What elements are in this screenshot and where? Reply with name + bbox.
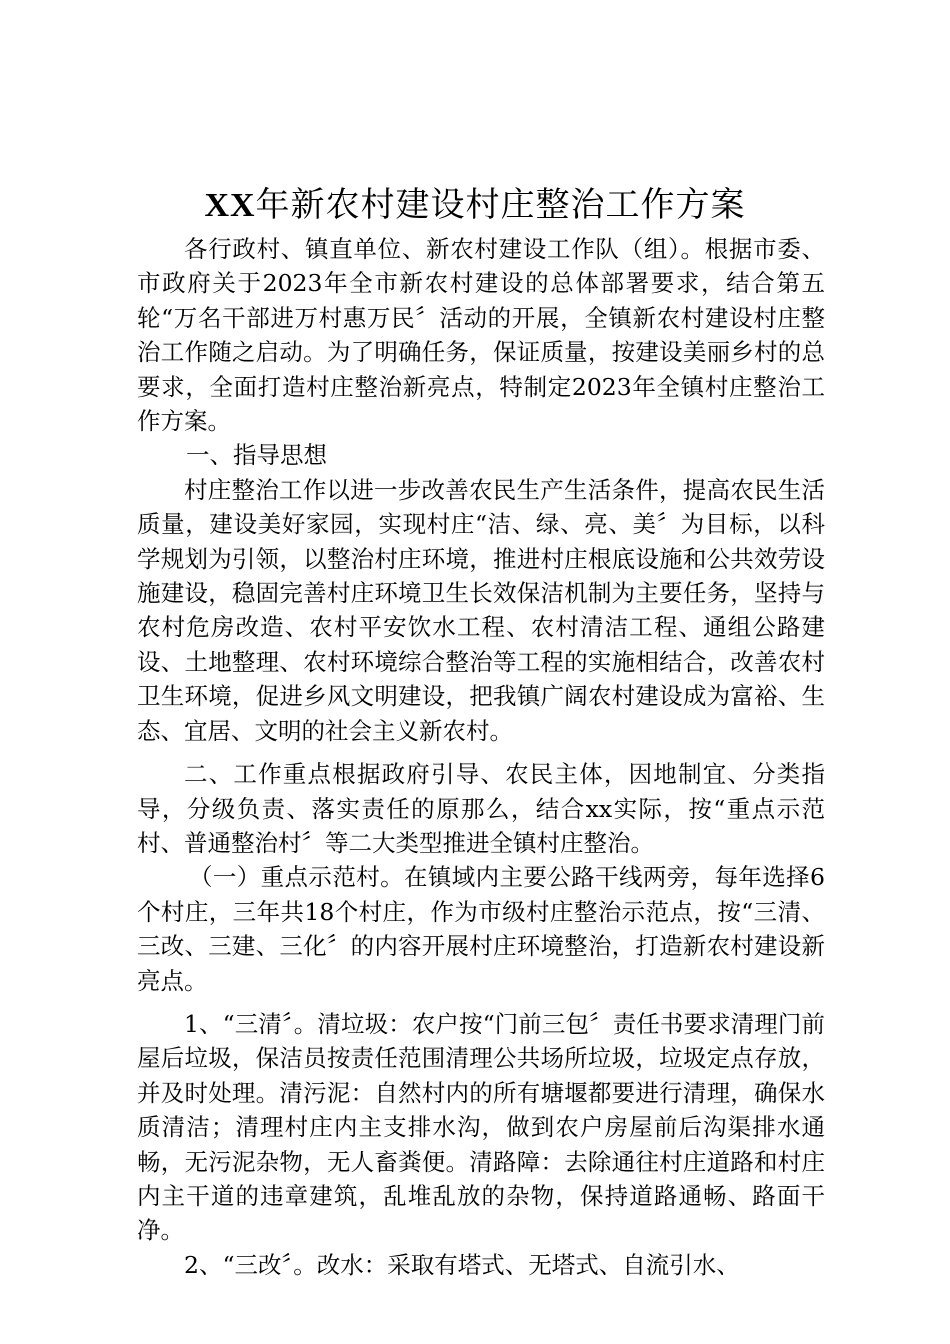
three-cleanups-paragraph: 1、“三清〞。清垃圾：农户按“门前三包〞责任书要求清理门前屋后垃圾，保洁员按责任范围清理公共场所垃圾，垃圾定点存放，并及时处理。清污泥：自然村内的所有塘堰都要进行清理，确保水质清洁；清理村庄内主支排水沟，做到农户房屋前后沟渠排水通畅，无污泥杂物，无人畜粪便。清路障：去除通往村庄道路和村庄内主干道的违章建筑，乱堆乱放的杂物，保持道路通畅、路面干净。 bbox=[137, 1009, 825, 1245]
document-title bbox=[0, 181, 950, 230]
title-text: 年新农村建设村庄整治工作方案 bbox=[255, 185, 746, 225]
work-focus-paragraph: 二、工作重点根据政府引导、农民主体，因地制宜、分类指导，分级负责、落实责任的原那么，结合xx实际，按“重点示范村、普通整治村〞等二大类型推进全镇村庄整治。 bbox=[137, 760, 825, 857]
guiding-thought-paragraph: 村庄整治工作以进一步改善农民生产生活条件，提高农民生活质量，建设美好家园，实现村庄“洁、绿、亮、美〞为目标，以科学规划为引领，以整治村庄环境，推进村庄根底设施和公共效劳设施建设，稳固完善村庄环境卫生长效保洁机制为主要任务，坚持与农村危房改造、农村平安饮水工程、农村清洁工程、通组公路建设、土地整理、农村环境综合整治等工程的实施相结合，改善农村卫生环境，促进乡风文明建设，把我镇广阔农村建设成为富裕、生态、宜居、文明的社会主义新农村。 bbox=[137, 475, 825, 745]
section-heading-guiding-thought: 一、指导思想 bbox=[186, 441, 327, 470]
intro-paragraph: 各行政村、镇直单位、新农村建设工作队（组）。根据市委、市政府关于2023年全市新农村建设的总体部署要求，结合第五轮“万名干部进万村惠万民〞活动的开展，全镇新农村建设村庄整治工作随之启动。为了明确任务，保证质量，按建设美丽乡村的总要求，全面打造村庄整治新亮点，特制定2023年全镇村庄整治工作方案。 bbox=[137, 235, 825, 436]
three-reforms-paragraph: 2、“三改〞。改水：采取有塔式、无塔式、自流引水、 bbox=[184, 1250, 740, 1279]
title-prefix: XX bbox=[204, 187, 256, 224]
demonstration-village-paragraph: （一）重点示范村。在镇域内主要公路干线两旁，每年选择6个村庄，三年共18个村庄，作为市级村庄整治示范点，按“三清、三改、三建、三化〞的内容开展村庄环境整治，打造新农村建设新亮点。 bbox=[137, 863, 825, 995]
document-body bbox=[137, 232, 825, 1282]
